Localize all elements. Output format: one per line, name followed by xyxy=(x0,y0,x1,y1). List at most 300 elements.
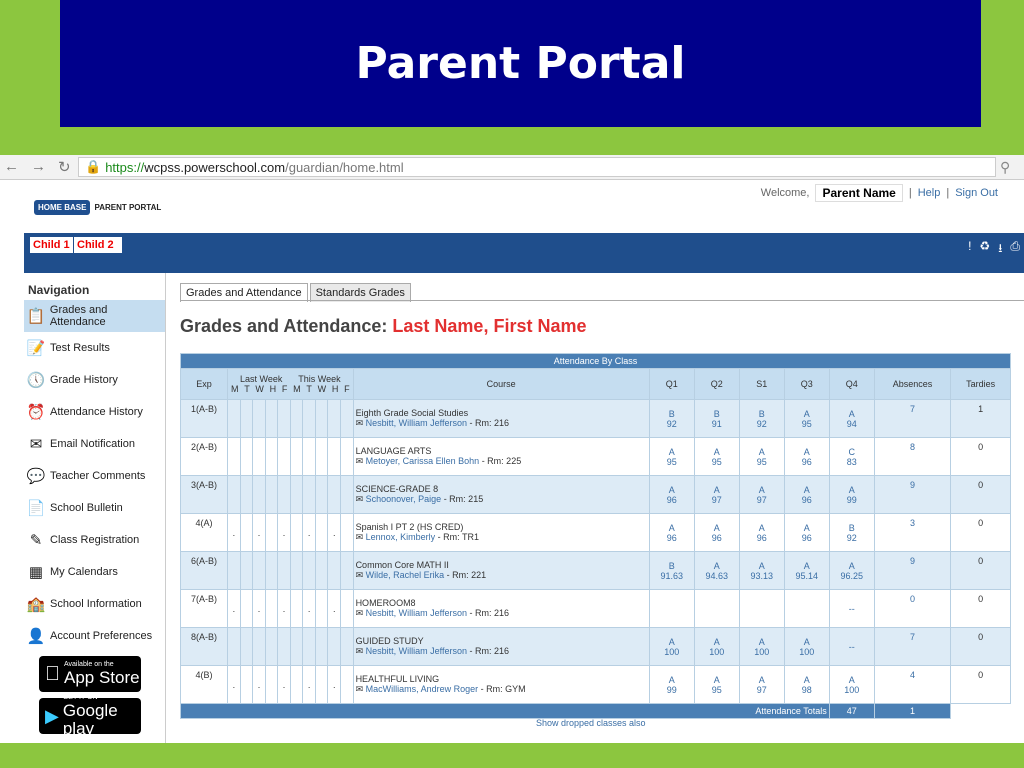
nav-label: Class Registration xyxy=(50,534,140,546)
nav-label: My Calendars xyxy=(50,566,118,578)
slide-title: Parent Portal xyxy=(355,38,686,89)
grade-cell-q4[interactable] xyxy=(829,666,874,704)
totals-tardies: 1 xyxy=(874,704,950,719)
exp-cell: 1(A-B) xyxy=(181,400,228,438)
address-bar[interactable] xyxy=(78,157,996,177)
teacher-link[interactable]: Nesbitt, William Jefferson xyxy=(365,608,467,618)
test-icon: 📝 xyxy=(26,340,46,357)
course-cell xyxy=(353,438,649,476)
day-letter: T xyxy=(244,384,250,394)
day-cell xyxy=(341,514,354,552)
absences-cell[interactable]: 8 xyxy=(874,438,950,476)
show-dropped-link[interactable]: Show dropped classes also xyxy=(536,718,646,728)
grade-cell-q4[interactable] xyxy=(829,514,874,552)
nav-label: Email Notification xyxy=(50,438,135,450)
table-row xyxy=(181,400,1011,438)
day-cell xyxy=(290,476,303,514)
day-cell xyxy=(253,552,266,590)
exp-cell: 7(A-B) xyxy=(181,590,228,628)
percent-grade: 95.14 xyxy=(795,570,819,581)
day-cell xyxy=(240,628,253,666)
download-icon[interactable]: ⭳ xyxy=(998,241,1003,255)
grade-cell-q1[interactable] xyxy=(649,552,694,590)
this-week-label: This Week xyxy=(298,374,341,384)
day-cell: . xyxy=(278,666,291,704)
course-name: HEALTHFUL LIVING xyxy=(355,674,440,684)
day-cell xyxy=(278,552,291,590)
app-store-line2: App Store xyxy=(49,668,125,687)
email-icon[interactable]: ✉ xyxy=(355,608,366,618)
grade-cell-s1[interactable] xyxy=(739,666,784,704)
nav-account-preferences[interactable] xyxy=(24,620,165,652)
divider: | xyxy=(946,187,950,199)
exp-cell: 4(A) xyxy=(181,514,228,552)
day-cell: . xyxy=(253,590,266,628)
letter-grade: A xyxy=(668,636,675,647)
percent-grade: 95 xyxy=(756,456,767,467)
nav-grades-attendance[interactable] xyxy=(24,300,165,332)
teacher-link[interactable]: Wilde, Rachel Erika xyxy=(365,570,445,580)
letter-grade: A xyxy=(713,446,720,457)
letter-grade: A xyxy=(803,674,810,685)
day-cell xyxy=(278,438,291,476)
tardies-cell[interactable]: 0 xyxy=(951,552,1011,590)
child-tab-2[interactable]: Child 2 xyxy=(74,237,122,253)
letter-grade: A xyxy=(758,446,765,457)
day-cell xyxy=(315,628,328,666)
teacher-link[interactable]: Lennox, Kimberly xyxy=(365,532,436,542)
day-cell: . xyxy=(228,514,241,552)
portal-header xyxy=(0,180,1024,232)
totals-row xyxy=(181,704,1011,719)
day-cell xyxy=(265,400,278,438)
percent-grade: 96 xyxy=(666,532,677,543)
grade-cell-q3[interactable] xyxy=(784,552,829,590)
col-q3: Q3 xyxy=(784,369,829,400)
course-cell xyxy=(353,514,649,552)
grade-cell-q2[interactable] xyxy=(694,514,739,552)
grade-cell-q3[interactable] xyxy=(784,628,829,666)
day-cell xyxy=(240,552,253,590)
percent-grade: 94.63 xyxy=(705,570,729,581)
day-cell: . xyxy=(303,514,316,552)
percent-grade: 92 xyxy=(666,418,677,429)
percent-grade: 96 xyxy=(801,494,812,505)
percent-grade: 96 xyxy=(801,532,812,543)
grade-cell-q3[interactable] xyxy=(784,438,829,476)
grades-icon: 📋 xyxy=(26,308,46,325)
email-icon[interactable]: ✉ xyxy=(355,456,366,466)
absences-cell[interactable]: 0 xyxy=(874,590,950,628)
nav-label: Grades and Attendance xyxy=(49,304,108,328)
table-row xyxy=(181,476,1011,514)
day-cell xyxy=(315,590,328,628)
child-tab-1[interactable]: Child 1 xyxy=(30,237,73,253)
day-cell xyxy=(328,628,341,666)
course-name: LANGUAGE ARTS xyxy=(355,446,432,456)
lock-icon: 🔒 xyxy=(85,159,102,174)
day-cell xyxy=(328,400,341,438)
course-cell xyxy=(353,552,649,590)
email-icon[interactable]: ✉ xyxy=(355,418,366,428)
letter-grade: B xyxy=(668,408,675,419)
tardies-cell[interactable]: 0 xyxy=(951,628,1011,666)
exp-cell: 4(B) xyxy=(181,666,228,704)
letter-grade: A xyxy=(758,522,765,533)
grade-cell-q3[interactable] xyxy=(784,400,829,438)
day-cell xyxy=(265,552,278,590)
grade-cell-q3[interactable] xyxy=(784,514,829,552)
home-base-logo[interactable] xyxy=(34,200,161,215)
course-cell xyxy=(353,400,649,438)
day-cell: . xyxy=(228,666,241,704)
grade-cell-q4[interactable] xyxy=(829,628,874,666)
divider: | xyxy=(908,187,912,199)
day-cell xyxy=(341,590,354,628)
day-cell xyxy=(265,438,278,476)
app-store-badge[interactable] xyxy=(39,656,141,692)
letter-grade: A xyxy=(758,674,765,685)
col-exp: Exp xyxy=(181,369,228,400)
grade-cell-q4[interactable] xyxy=(829,552,874,590)
grade-cell-q3[interactable] xyxy=(784,666,829,704)
letter-grade: A xyxy=(713,636,720,647)
day-cell: . xyxy=(328,590,341,628)
grade-cell-q2[interactable] xyxy=(694,628,739,666)
exp-cell: 2(A-B) xyxy=(181,438,228,476)
percent-grade: 97 xyxy=(756,684,767,695)
grade-cell-q1[interactable] xyxy=(649,476,694,514)
col-s1: S1 xyxy=(739,369,784,400)
day-cell xyxy=(240,476,253,514)
percent-grade: 83 xyxy=(846,456,857,467)
day-cell: . xyxy=(228,590,241,628)
day-cell xyxy=(240,666,253,704)
day-cell xyxy=(228,438,241,476)
nav-label: School Information xyxy=(50,598,142,610)
day-cell: . xyxy=(328,666,341,704)
slide-banner xyxy=(60,0,981,127)
grade-cell-s1[interactable] xyxy=(739,438,784,476)
day-cell xyxy=(303,476,316,514)
day-cell xyxy=(315,514,328,552)
day-cell: . xyxy=(328,514,341,552)
browser-toolbar xyxy=(0,155,1024,180)
day-cell xyxy=(228,628,241,666)
attendance-table xyxy=(180,353,1011,719)
app-store-line1: Available on the xyxy=(49,661,99,668)
nav-attendance-history[interactable] xyxy=(24,396,165,428)
course-cell xyxy=(353,666,649,704)
absences-cell[interactable]: 7 xyxy=(874,628,950,666)
account-icon: 👤 xyxy=(26,628,46,645)
letter-grade: A xyxy=(758,636,765,647)
percent-grade: 96 xyxy=(711,532,722,543)
day-cell xyxy=(253,400,266,438)
day-cell xyxy=(315,476,328,514)
grade-cell-s1[interactable] xyxy=(739,628,784,666)
back-arrow-icon[interactable]: ← xyxy=(4,158,19,175)
nav-label: Attendance History xyxy=(50,406,143,418)
welcome-label: Welcome, xyxy=(760,187,810,199)
day-cell xyxy=(278,400,291,438)
print-icon[interactable]: ⎙ xyxy=(1010,239,1020,253)
letter-grade: B xyxy=(848,522,855,533)
day-cell xyxy=(290,438,303,476)
grade-cell-q4[interactable] xyxy=(829,400,874,438)
grade-cell-q2[interactable] xyxy=(694,438,739,476)
totals-label: Attendance Totals xyxy=(181,704,830,719)
tardies-cell[interactable]: 1 xyxy=(951,400,1011,438)
nav-grade-history[interactable] xyxy=(24,364,165,396)
percent-grade: 100 xyxy=(754,646,770,657)
day-cell: . xyxy=(303,666,316,704)
absences-cell[interactable]: 9 xyxy=(874,476,950,514)
nav-email-notification[interactable] xyxy=(24,428,165,460)
day-cell: . xyxy=(278,590,291,628)
tab-divider xyxy=(180,300,1024,301)
grade-cell-s1[interactable] xyxy=(739,590,784,628)
day-cell: . xyxy=(278,514,291,552)
day-letter: W xyxy=(255,384,264,394)
day-cell: . xyxy=(303,590,316,628)
day-cell xyxy=(265,514,278,552)
exp-cell: 8(A-B) xyxy=(181,628,228,666)
day-cell xyxy=(265,476,278,514)
day-cell xyxy=(228,552,241,590)
grade-cell-s1[interactable] xyxy=(739,514,784,552)
forward-arrow-icon[interactable]: → xyxy=(31,158,46,175)
grade-cell-q1[interactable] xyxy=(649,438,694,476)
day-cell xyxy=(253,438,266,476)
nav-title: Navigation xyxy=(28,283,90,297)
nav-school-information[interactable] xyxy=(24,588,165,620)
tardies-cell[interactable]: 0 xyxy=(951,666,1011,704)
percent-grade: 100 xyxy=(844,684,860,695)
url-scheme: https:// xyxy=(105,159,145,175)
calendar-icon: ▦ xyxy=(28,564,44,581)
last-week-label: Last Week xyxy=(240,374,283,384)
letter-grade: A xyxy=(848,560,855,571)
grade-cell-q2[interactable] xyxy=(694,400,739,438)
nav-label: School Bulletin xyxy=(50,502,123,514)
exp-cell: 6(A-B) xyxy=(181,552,228,590)
grade-cell-q1[interactable] xyxy=(649,590,694,628)
course-cell xyxy=(353,628,649,666)
navigation-sidebar xyxy=(24,273,166,743)
grade-cell-q4[interactable] xyxy=(829,476,874,514)
day-cell xyxy=(328,476,341,514)
grade-cell-q1[interactable] xyxy=(649,628,694,666)
room: - Rm: GYM xyxy=(480,684,526,694)
course-name: Spanish I PT 2 (HS CRED) xyxy=(355,522,464,532)
percent-grade: 100 xyxy=(664,646,680,657)
absences-cell[interactable]: 4 xyxy=(874,666,950,704)
comments-icon: 💬 xyxy=(26,468,46,485)
percent-grade: 96 xyxy=(666,494,677,505)
course-name: Eighth Grade Social Studies xyxy=(355,408,469,418)
day-cell xyxy=(303,438,316,476)
table-row xyxy=(181,438,1011,476)
logo-text: PARENT PORTAL xyxy=(94,203,162,212)
tab-standards-grades[interactable]: Standards Grades xyxy=(310,283,411,302)
welcome-area xyxy=(761,184,998,202)
letter-grade: -- xyxy=(848,603,855,614)
exp-cell: 3(A-B) xyxy=(181,476,228,514)
student-bar xyxy=(24,233,1024,273)
room: - Rm: 216 xyxy=(469,608,510,618)
sign-out-link[interactable]: Sign Out xyxy=(955,187,998,199)
course-name: Common Core MATH II xyxy=(355,560,449,570)
student-name: Last Name, First Name xyxy=(392,316,587,336)
reload-icon[interactable]: ↻ xyxy=(58,159,71,176)
email-icon[interactable]: ✉ xyxy=(355,570,366,580)
google-play-line2: Google play xyxy=(62,701,118,738)
absences-cell[interactable]: 3 xyxy=(874,514,950,552)
letter-grade: A xyxy=(713,522,720,533)
zoom-icon[interactable]: ⚲ xyxy=(1000,158,1011,175)
browser-screenshot xyxy=(0,155,1024,743)
col-days xyxy=(228,369,353,400)
table-row xyxy=(181,666,1011,704)
percent-grade: 94 xyxy=(846,418,857,429)
email-icon[interactable]: ✉ xyxy=(355,684,366,694)
day-cell xyxy=(303,628,316,666)
play-icon: ▶ xyxy=(45,705,59,726)
grade-cell-q4[interactable] xyxy=(829,590,874,628)
tardies-cell[interactable]: 0 xyxy=(951,438,1011,476)
day-cell xyxy=(228,400,241,438)
percent-grade: 97 xyxy=(711,494,722,505)
letter-grade: A xyxy=(848,674,855,685)
grade-cell-s1[interactable] xyxy=(739,552,784,590)
percent-grade: 99 xyxy=(846,494,857,505)
letter-grade: C xyxy=(848,446,856,457)
letter-grade: A xyxy=(758,484,765,495)
page-title-text: Grades and Attendance: xyxy=(180,316,388,336)
day-cell xyxy=(341,552,354,590)
letter-grade: A xyxy=(668,522,675,533)
absences-cell[interactable]: 9 xyxy=(874,552,950,590)
percent-grade: 98 xyxy=(801,684,812,695)
room: - Rm: 215 xyxy=(443,494,484,504)
teacher-link[interactable]: Nesbitt, William Jefferson xyxy=(365,418,467,428)
tardies-cell[interactable]: 0 xyxy=(951,514,1011,552)
teacher-link[interactable]: Schoonover, Paige xyxy=(365,494,442,504)
tardies-cell[interactable]: 0 xyxy=(951,476,1011,514)
day-cell xyxy=(278,476,291,514)
grade-cell-q4[interactable] xyxy=(829,438,874,476)
grade-cell-q2[interactable] xyxy=(694,476,739,514)
totals-absences: 47 xyxy=(829,704,874,719)
grade-cell-s1[interactable] xyxy=(739,400,784,438)
help-link[interactable]: Help xyxy=(917,187,941,199)
email-icon[interactable]: ✉ xyxy=(355,646,366,656)
percent-grade: 100 xyxy=(709,646,725,657)
letter-grade: B xyxy=(758,408,765,419)
bulletin-icon: 📄 xyxy=(26,500,46,517)
letter-grade: B xyxy=(668,560,675,571)
refresh-icon[interactable]: ♻ xyxy=(979,239,991,253)
col-absences: Absences xyxy=(874,369,950,400)
school-icon: 🏫 xyxy=(26,596,46,613)
teacher-link[interactable]: MacWilliams, Andrew Roger xyxy=(365,684,479,694)
grade-cell-q1[interactable] xyxy=(649,514,694,552)
day-cell xyxy=(341,628,354,666)
day-cell xyxy=(290,514,303,552)
nav-label: Teacher Comments xyxy=(50,470,146,482)
grade-cell-q3[interactable] xyxy=(784,476,829,514)
day-cell xyxy=(315,552,328,590)
letter-grade: A xyxy=(713,484,720,495)
nav-teacher-comments[interactable] xyxy=(24,460,165,492)
alert-icon[interactable]: ! xyxy=(968,239,972,253)
day-cell xyxy=(265,590,278,628)
nav-school-bulletin[interactable] xyxy=(24,492,165,524)
table-row xyxy=(181,552,1011,590)
letter-grade: A xyxy=(668,674,675,685)
nav-test-results[interactable] xyxy=(24,332,165,364)
col-tardies: Tardies xyxy=(951,369,1011,400)
room: - Rm: TR1 xyxy=(437,532,480,542)
main-content xyxy=(166,273,1024,743)
percent-grade: 96 xyxy=(801,456,812,467)
email-icon[interactable]: ✉ xyxy=(355,532,366,542)
grade-cell-q1[interactable] xyxy=(649,666,694,704)
letter-grade: A xyxy=(803,636,810,647)
col-q4: Q4 xyxy=(829,369,874,400)
nav-class-registration[interactable] xyxy=(24,524,165,556)
apple-icon xyxy=(45,663,60,686)
table-row xyxy=(181,514,1011,552)
registration-icon: ✎ xyxy=(29,532,43,549)
day-cell xyxy=(265,628,278,666)
grade-cell-q3[interactable] xyxy=(784,590,829,628)
teacher-link[interactable]: Nesbitt, William Jefferson xyxy=(365,646,467,656)
grade-cell-q1[interactable] xyxy=(649,400,694,438)
grade-cell-q2[interactable] xyxy=(694,666,739,704)
grade-cell-q2[interactable] xyxy=(694,590,739,628)
letter-grade: A xyxy=(803,484,810,495)
percent-grade: 95 xyxy=(711,456,722,467)
absences-cell[interactable]: 7 xyxy=(874,400,950,438)
grade-cell-q2[interactable] xyxy=(694,552,739,590)
col-q2: Q2 xyxy=(694,369,739,400)
letter-grade: A xyxy=(803,560,810,571)
day-cell xyxy=(328,552,341,590)
day-cell xyxy=(315,438,328,476)
teacher-link[interactable]: Metoyer, Carissa Ellen Bohn xyxy=(365,456,480,466)
letter-grade: A xyxy=(803,408,810,419)
tardies-cell[interactable]: 0 xyxy=(951,590,1011,628)
day-cell xyxy=(290,552,303,590)
percent-grade: 95 xyxy=(801,418,812,429)
email-icon[interactable]: ✉ xyxy=(355,494,366,504)
day-letter: H xyxy=(269,384,277,394)
tab-grades-attendance[interactable]: Grades and Attendance xyxy=(180,283,308,302)
day-letter: M xyxy=(293,384,301,394)
nav-label: Account Preferences xyxy=(50,630,153,642)
google-play-badge[interactable] xyxy=(39,694,141,738)
nav-label: Grade History xyxy=(50,374,118,386)
grade-cell-s1[interactable] xyxy=(739,476,784,514)
nav-my-calendars[interactable] xyxy=(24,556,165,588)
nav-label: Test Results xyxy=(50,342,110,354)
course-name: GUIDED STUDY xyxy=(355,636,424,646)
day-cell xyxy=(290,666,303,704)
day-cell xyxy=(265,666,278,704)
day-cell xyxy=(253,628,266,666)
